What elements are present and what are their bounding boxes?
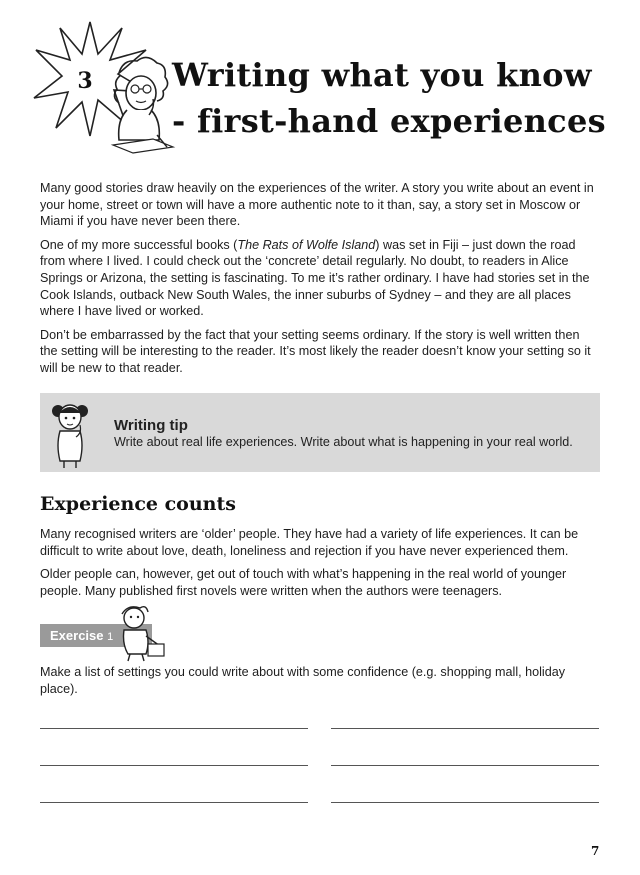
- chapter-header: [0, 0, 640, 160]
- section-heading: Experience counts: [40, 493, 236, 515]
- chapter-number: 3: [77, 68, 93, 94]
- paragraph-text: ) was set in Fiji – just down the road from where I lived. I could check out the ‘concrete’ detail regularly. No doubt, to readers in Alice Springs or Arizona, the setting is fascinating. To me it’s rather ordinary. I have had stories set in the Cook Islands, outback New South Wales, the inner suburbs of Sydney – and they are all places where I have lived or worked.: [40, 237, 590, 319]
- intro-paragraph-1: Many good stories draw heavily on the experiences of the writer. A story you write about an event in your home, street or town will have a more authentic note to it than, say, a story set in Moscow or Miami if you have never been there.: [40, 181, 594, 229]
- intro-paragraph-3: Don’t be embarrassed by the fact that your setting seems ordinary. If the story is well written then the setting will be interesting to the reader. It’s most likely the reader doesn’t know your setting so it will be new to that reader.: [40, 327, 591, 375]
- tip-title: Writing tip: [114, 417, 188, 434]
- writing-line[interactable]: [331, 728, 599, 729]
- boy-writing-illustration: [108, 604, 168, 662]
- paragraph-text: One of my more successful books (: [40, 237, 238, 252]
- girl-illustration: [46, 397, 94, 469]
- experience-paragraph-2: Older people can, however, get out of touch with what’s happening in the real world of younger people. Many published first novels were written when the authors were teenagers.: [40, 567, 567, 598]
- writing-line[interactable]: [40, 765, 308, 766]
- title-line-1: Writing what you know: [172, 56, 592, 94]
- book-title: The Rats of Wolfe Island: [237, 237, 376, 252]
- page-number: 7: [591, 844, 600, 858]
- experience-paragraph-1: Many recognised writers are ‘older’ people. They have had a variety of life experiences. It can be difficult to write about love, death, loneliness and rejection if you have never experienced them.: [40, 527, 579, 558]
- intro-section: [40, 180, 600, 384]
- writing-line[interactable]: [331, 765, 599, 766]
- exercise-instruction: Make a list of settings you could write about with some confidence (e.g. shopping mall, holiday place).: [40, 665, 566, 696]
- writing-line[interactable]: [40, 802, 308, 803]
- title-line-2: - first-hand experiences: [172, 102, 606, 140]
- exercise-title: Exercise: [50, 628, 104, 643]
- thinking-woman-illustration: [105, 55, 180, 155]
- writing-tip-box: [40, 393, 600, 472]
- tip-text: Write about real life experiences. Write about what is happening in your real world.: [114, 435, 573, 449]
- exercise-number: 1: [107, 631, 114, 643]
- experience-counts-section: [40, 526, 600, 606]
- intro-paragraph-2: [40, 237, 600, 320]
- page-title: [172, 52, 612, 144]
- writing-line[interactable]: [40, 728, 308, 729]
- writing-line[interactable]: [331, 802, 599, 803]
